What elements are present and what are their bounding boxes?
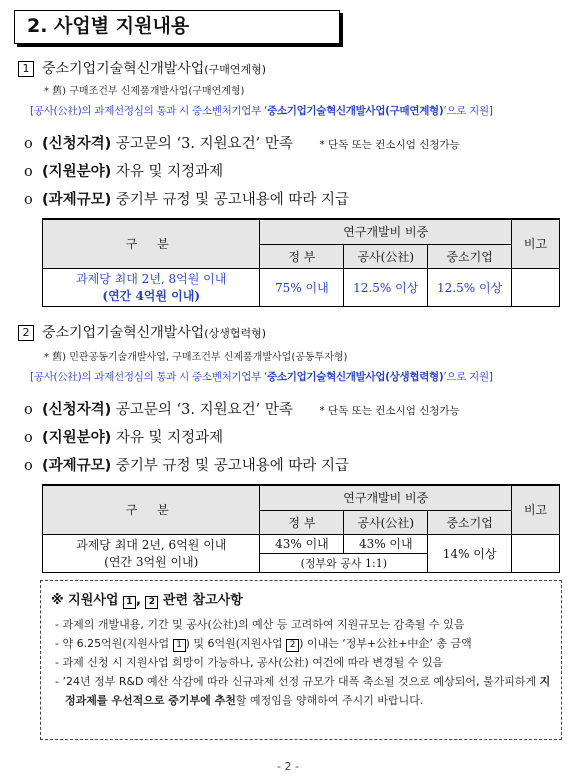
table-cell-government: 75% 이내 — [260, 268, 344, 306]
table-header-category: 구 분 — [43, 219, 260, 268]
table-header-corporation: 공사(公社) — [344, 244, 428, 268]
section1-bullet-field: o (지원분야) 자유 및 지정과제 — [24, 164, 224, 180]
reference-item: - 과제 신청 시 지원사업 희망이 가능하나, 공사(公社) 여건에 따라 변경될 수 있음 — [55, 656, 444, 669]
reference-box — [40, 580, 562, 740]
reference-item: - 약 6.25억원(지원사업 1 ) 및 6억원(지원사업 2 ) 이내는 ‘정부+公社+中企’ 총 금액 — [55, 637, 472, 650]
section1-note: * 舊) 구매조건부 신제품개발사업(구매연계형) — [44, 86, 245, 97]
reference-title: ※ 지원사업 1 , 2 관련 참고사항 — [51, 593, 243, 608]
table-header-sme: 중소기업 — [428, 244, 512, 268]
table-header-category: 구 분 — [43, 485, 260, 534]
table-row-label: 과제당 최대 2년, 8억원 이내 (연간 4억원 이내) — [43, 268, 260, 306]
page-title: 2. 사업별 지원내용 — [14, 10, 340, 44]
section1-table — [42, 218, 560, 307]
section1-bullet-scale: o (과제규모) 중기부 규정 및 공고내용에 따라 지급 — [24, 192, 350, 208]
section2-bullet-scale: o (과제규모) 중기부 규정 및 공고내용에 따라 지급 — [24, 458, 350, 474]
table-header-remarks: 비고 — [512, 485, 560, 534]
table-header-corporation: 공사(公社) — [344, 510, 428, 534]
table-cell-remarks — [512, 534, 560, 572]
section2-bullet-eligibility: o (신청자격) 공고문의 ‘3. 지원요건’ 만족 * 단독 또는 컨소시엄 신청가능 — [24, 402, 460, 418]
section1-number: 1 — [18, 61, 34, 77]
table-cell-sme: 12.5% 이상 — [428, 268, 512, 306]
table-cell-government: 43% 이내 — [260, 534, 344, 553]
table-row-label: 과제당 최대 2년, 6억원 이내 (연간 3억원 이내) — [43, 534, 260, 572]
section1-subtitle: (구매연계형) — [204, 63, 267, 76]
reference-item: - ’24년 정부 R&D 예산 삭감에 따라 신규과제 선정 규모가 대폭 축소될 것으로 예상되어, 불가피하게 지정과제를 우선적으로 중기부에 추천할 예정임을 양해하여 주시기 바랍니다. — [55, 675, 551, 707]
section2-table — [42, 484, 560, 573]
table-cell-remarks — [512, 268, 560, 306]
section1-heading — [18, 58, 266, 78]
section2-heading — [18, 322, 266, 342]
section2-number: 2 — [18, 325, 34, 341]
section1-bullet-eligibility: o (신청자격) 공고문의 ‘3. 지원요건’ 만족 * 단독 또는 컨소시엄 신청가능 — [24, 136, 460, 152]
section2-bullet-field: o (지원분야) 자유 및 지정과제 — [24, 430, 224, 446]
section1-title: 중소기업기술혁신개발사업 — [42, 61, 205, 77]
table-header-rnd-share: 연구개발비 비중 — [260, 219, 512, 244]
section2-note: * 舊) 민관공동기술개발사업, 구매조건부 신제품개발사업(공동투자형) — [44, 352, 348, 363]
table-cell-corporation: 12.5% 이상 — [344, 268, 428, 306]
table-header-sme: 중소기업 — [428, 510, 512, 534]
page-number: - 2 - — [277, 760, 299, 773]
section2-blue-note: [공사(公社)의 과제선정심의 통과 시 중소벤처기업부 ‘중소기업기술혁신개발사업(상생협력형)’으로 지원] — [30, 371, 493, 383]
section2-title: 중소기업기술혁신개발사업 — [42, 325, 205, 341]
section2-subtitle: (상생협력형) — [204, 327, 267, 340]
section1-blue-note: [공사(公社)의 과제선정심의 통과 시 중소벤처기업부 ‘중소기업기술혁신개발사업(구매연계형)’으로 지원] — [30, 105, 493, 117]
table-header-remarks: 비고 — [512, 219, 560, 268]
table-cell-corporation: 43% 이내 — [344, 534, 428, 553]
table-cell-sme: 14% 이상 — [428, 534, 512, 572]
table-header-government: 정 부 — [260, 244, 344, 268]
reference-item: - 과제의 개발내용, 기간 및 공사(公社)의 예산 등 고려하여 지원규모는 감축될 수 있음 — [55, 618, 465, 631]
table-header-rnd-share: 연구개발비 비중 — [260, 485, 512, 510]
table-cell-ratio: (정부와 공사 1:1) — [260, 553, 428, 572]
table-header-government: 정 부 — [260, 510, 344, 534]
